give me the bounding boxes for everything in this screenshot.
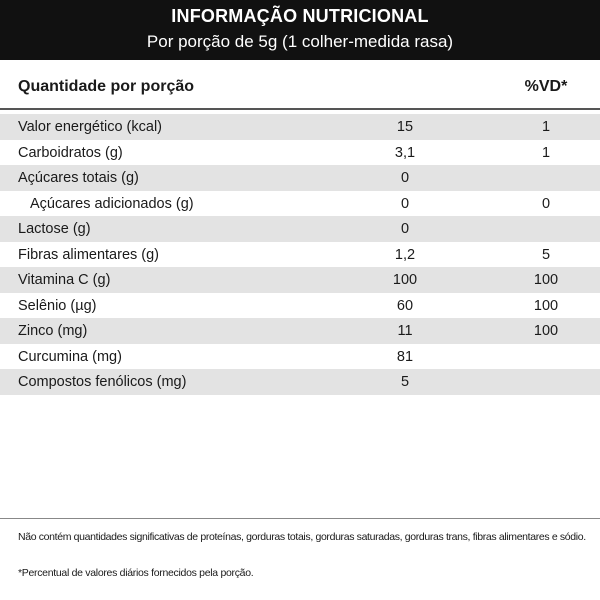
nutrient-quantity: 100 xyxy=(392,272,418,288)
table-row xyxy=(0,191,600,217)
nutrient-name: Selênio (µg) xyxy=(18,297,97,314)
nutrient-quantity: 0 xyxy=(400,170,410,186)
nutrition-header xyxy=(0,0,600,60)
table-row xyxy=(0,114,600,140)
nutrient-quantity: 11 xyxy=(397,323,413,339)
nutrient-name: Curcumina (mg) xyxy=(18,348,122,365)
nutrient-dv: 5 xyxy=(541,246,551,263)
nutrient-name: Carboidratos (g) xyxy=(18,144,123,161)
nutrient-name: Zinco (mg) xyxy=(18,323,88,339)
nutrient-quantity: 60 xyxy=(396,297,414,314)
table-row xyxy=(0,344,600,370)
nutrition-table xyxy=(0,114,600,395)
nutrient-quantity: 3,1 xyxy=(394,144,416,161)
nutrient-name: Lactose (g) xyxy=(18,221,91,237)
footnote-divider xyxy=(0,518,600,519)
nutrient-quantity: 15 xyxy=(396,119,414,135)
table-row xyxy=(0,165,600,191)
nutrient-name: Vitamina C (g) xyxy=(18,272,111,288)
nutrient-quantity: 1,2 xyxy=(394,246,416,263)
nutrient-dv: 100 xyxy=(533,297,559,314)
serving-size: Por porção de 5g (1 colher-medida rasa) xyxy=(146,32,454,51)
nutrition-title: INFORMAÇÃO NUTRICIONAL xyxy=(171,6,429,26)
footnote-not-significant: Não contém quantidades significativas de proteínas, gorduras totais, gorduras saturadas, gorduras trans, fibras alimentares e sódio. xyxy=(18,531,586,543)
nutrient-dv: 0 xyxy=(541,195,551,212)
table-row xyxy=(0,267,600,293)
nutrient-name: Valor energético (kcal) xyxy=(18,119,162,135)
nutrient-dv: 100 xyxy=(533,272,559,288)
nutrient-dv: 1 xyxy=(541,144,551,161)
table-row xyxy=(0,318,600,344)
header-divider xyxy=(0,108,600,110)
nutrient-name: Compostos fenólicos (mg) xyxy=(18,374,187,390)
footnote-daily-values: *Percentual de valores diários fornecidos pela porção. xyxy=(18,567,254,579)
table-row xyxy=(0,242,600,268)
table-row xyxy=(0,216,600,242)
column-header-dv: %VD* xyxy=(524,78,568,95)
nutrient-name: Fibras alimentares (g) xyxy=(18,246,160,263)
nutrient-quantity: 0 xyxy=(400,195,410,212)
table-row xyxy=(0,140,600,166)
nutrient-dv: 1 xyxy=(541,119,551,135)
table-row xyxy=(0,293,600,319)
nutrient-name: Açúcares adicionados (g) xyxy=(30,195,194,212)
nutrient-quantity: 5 xyxy=(400,374,410,390)
column-header-quantity: Quantidade por porção xyxy=(18,78,195,95)
nutrient-dv: 100 xyxy=(533,323,559,339)
nutrient-quantity: 81 xyxy=(396,348,414,365)
nutrient-name: Açúcares totais (g) xyxy=(18,170,139,186)
table-row xyxy=(0,369,600,395)
nutrient-quantity: 0 xyxy=(400,221,410,237)
